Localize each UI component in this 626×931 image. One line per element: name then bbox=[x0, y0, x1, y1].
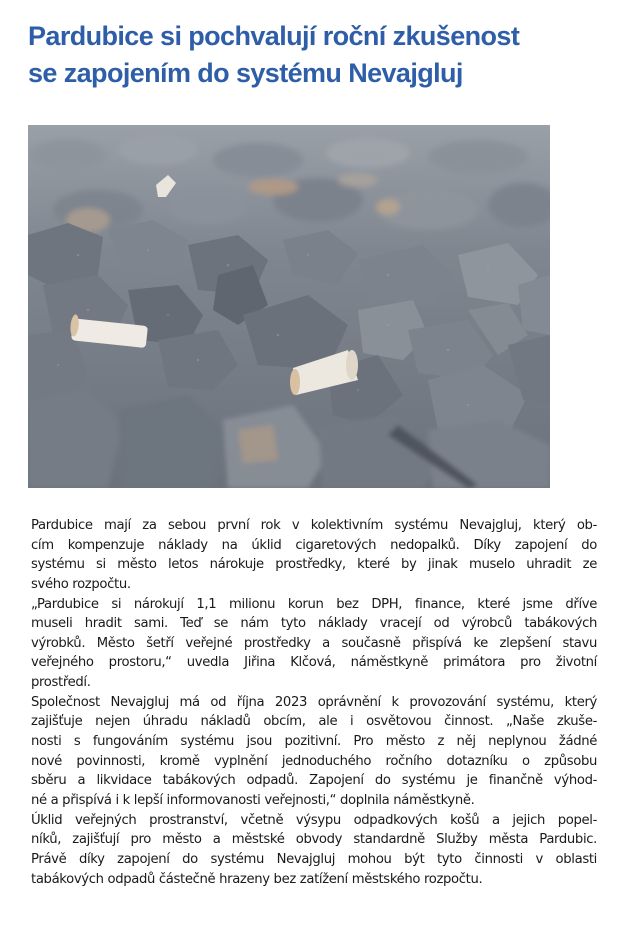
article-title-line: se zapojením do systému Nevajgluj bbox=[28, 58, 463, 88]
article-photo bbox=[28, 125, 550, 488]
text-line: výrobků. Město šetří veřejné prostředky a současně přispívá ke zlepšení stavu bbox=[31, 635, 597, 651]
text-line: nosti s fungováním systému jsou pozitivní. Pro město z něj neplynou žádné bbox=[31, 734, 597, 750]
paragraph bbox=[31, 595, 597, 693]
text-line: Společnost Nevajgluj má od října 2023 oprávnění k provozování systému, který bbox=[31, 694, 597, 710]
text-line: tabákových odpadů částečně hrazeny bez zatížení městského rozpočtu. bbox=[31, 871, 483, 887]
paragraph bbox=[31, 516, 597, 595]
text-line: Právě díky zapojení do systému Nevajgluj mohou být tyto činnosti v oblasti bbox=[31, 851, 597, 867]
paragraph bbox=[31, 693, 597, 811]
text-line: níků, zajišťují pro město a městské obvody standardně Služby města Pardubic. bbox=[31, 832, 597, 848]
text-line: prostředí. bbox=[31, 675, 91, 691]
text-line: Pardubice mají za sebou první rok v kolektivním systému Nevajgluj, který ob- bbox=[31, 518, 597, 533]
text-line: svého rozpočtu. bbox=[31, 576, 131, 592]
text-line: Úklid veřejných prostranství, včetně výsypu odpadkových košů a jejich popel- bbox=[31, 812, 597, 828]
article-title-line: Pardubice si pochvalují roční zkušenost bbox=[28, 21, 520, 51]
text-line: nové povinnosti, kromě vyplnění jednoduchého ročního dotazníku o způsobu bbox=[31, 753, 597, 769]
article-body bbox=[31, 516, 597, 889]
text-line: veřejného prostoru,“ uvedla Jiřina Klčová, náměstkyně primátora pro životní bbox=[31, 655, 597, 671]
text-line: cím kompenzuje náklady na úklid cigaretových nedopalků. Díky zapojení do bbox=[31, 537, 597, 553]
text-line: systému si město letos nárokuje prostředky, které by jinak muselo uhradit ze bbox=[31, 557, 597, 573]
paragraph bbox=[31, 811, 597, 890]
gravel-with-cigarette-butts-image bbox=[28, 125, 550, 488]
text-line: né a přispívá i k lepší informovanosti veřejnosti,“ doplnila náměstkyně. bbox=[31, 792, 475, 808]
text-line: „Pardubice si nárokují 1,1 milionu korun bez DPH, finance, které jsme dříve bbox=[31, 596, 597, 612]
text-line: sběru a likvidace tabákových odpadů. Zapojení do systému je finančně výhod- bbox=[31, 773, 597, 789]
text-line: zajišťuje nejen úhradu nákladů obcím, ale i osvětovou činnost. „Naše zkuše- bbox=[31, 714, 597, 730]
text-line: museli hradit sami. Teď se nám tyto náklady vracejí od výrobců tabákových bbox=[31, 616, 597, 632]
article-title bbox=[28, 18, 618, 92]
